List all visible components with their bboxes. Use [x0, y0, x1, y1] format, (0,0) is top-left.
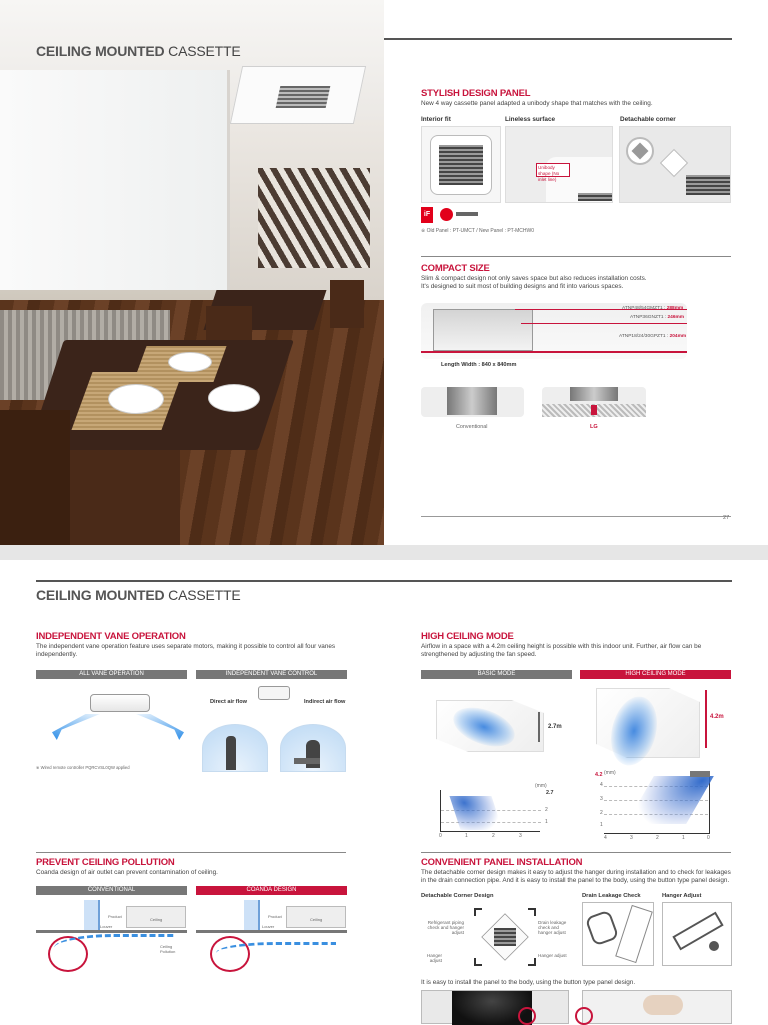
high-ceiling-title: HIGH CEILING MODE [421, 631, 514, 642]
high-chart-xtick: 0 [707, 835, 710, 841]
high-chart-ytick: 2 [600, 810, 603, 816]
if-award-icon: iF [421, 207, 433, 223]
award-note: ※ Old Panel : PT-UMCT / New Panel : PT-MCHW0 [421, 228, 535, 234]
model-height: 204mm [669, 334, 687, 339]
footer-rule [421, 516, 731, 517]
model-row [630, 315, 684, 320]
reddot-award-icon [440, 208, 453, 221]
conventional-label: Conventional [456, 424, 488, 430]
header-rule [384, 38, 732, 40]
button-panel-image-left [421, 990, 569, 1024]
header-rest: CASSETTE [168, 43, 241, 59]
conventional-pollution-diagram [36, 900, 187, 980]
length-width-label: Length Width : 840 x 840mm [441, 362, 517, 368]
photo-decorative-screen [258, 168, 370, 268]
model-name: ATNP18/24/30GPZT1 : [619, 334, 669, 339]
header-bold: CEILING MOUNTED [36, 43, 165, 59]
high-chart-unit-icon [690, 771, 710, 777]
label-ceiling-pollution: Ceiling Pollution [160, 944, 176, 954]
panel-install-title: CONVENIENT PANEL INSTALLATION [421, 857, 583, 868]
photo-chair [330, 280, 364, 328]
high-chart-ymax: 4.2 [595, 772, 603, 778]
hanger-adjust-image [662, 902, 732, 966]
pollution-title: PREVENT CEILING POLLUTION [36, 857, 175, 868]
label-hanger-adjust: Hanger Adjust [662, 893, 702, 899]
restaurant-photo [0, 0, 384, 545]
photo-plate [208, 384, 260, 412]
drain-leakage-image [582, 902, 654, 966]
panel-install-desc: The detachable corner design makes it easy to adjust the hanger during installation and to check for leakages in the drain connection pipe. And it is easy to install the panel to the body, using the button type panel design. [421, 869, 731, 884]
reddot-award-text-icon [456, 212, 478, 216]
page-header [36, 587, 240, 603]
header-rule [36, 580, 732, 582]
high-chart-xtick: 4 [604, 835, 607, 841]
section-divider [421, 852, 731, 853]
section-divider [421, 256, 731, 257]
compact-desc-1: Slim & compact design not only saves space but also reduces installation costs. [421, 275, 647, 282]
label-louver: Louver [100, 924, 113, 929]
photo-window [0, 70, 230, 290]
stylish-title: STYLISH DESIGN PANEL [421, 88, 531, 99]
page-header [36, 43, 240, 59]
basic-chart-ymax: 2.7 [546, 790, 554, 796]
button-panel-image-right [582, 990, 732, 1024]
basic-height-label: 2.7m [548, 724, 562, 730]
high-chart-ytick: 4 [600, 782, 603, 788]
callout-hanger-right: Hanger adjust [538, 953, 567, 958]
model-name: ATNP48/54GMZT1 : [622, 306, 666, 311]
vane-note: ※ Wired remote controller PQRCVSL0QW applied [36, 765, 130, 770]
high-chart-ytick: 1 [600, 822, 603, 828]
label-ceiling: Ceiling [150, 917, 163, 922]
high-chart-xtick: 1 [682, 835, 685, 841]
lineless-surface-image [505, 126, 613, 203]
basic-chart-ytick: 2 [545, 807, 548, 813]
model-row [622, 306, 683, 311]
vane-title: INDEPENDENT VANE OPERATION [36, 631, 186, 642]
all-vane-bar: ALL VANE OPERATION [36, 670, 187, 679]
high-chart-xtick: 2 [656, 835, 659, 841]
indirect-flow-label: Indirect air flow [304, 699, 346, 705]
high-ceiling-desc: Airflow in a space with a 4.2m ceiling height is possible with this indoor unit. Further, air flow can be strengthened by adjusting the fan speed. [421, 643, 702, 658]
label-product: Product [268, 914, 282, 919]
pollution-desc: Coanda design of air outlet can prevent contamination of ceiling. [36, 869, 218, 876]
high-height-label: 4.2m [710, 714, 724, 720]
direct-flow-label: Direct air flow [210, 699, 247, 705]
photo-plate [108, 384, 164, 414]
basic-chart-xtick: 0 [439, 833, 442, 839]
vane-desc: The independent vane operation feature uses separate motors, making it possible to control all four vanes independently. [36, 643, 336, 658]
model-height: 246mm [667, 315, 685, 320]
interior-fit-image [421, 126, 501, 203]
all-vane-diagram [40, 684, 186, 764]
basic-mode-bar: BASIC MODE [421, 670, 572, 679]
direct-flow-diagram [198, 684, 348, 774]
coanda-diagram [196, 900, 347, 980]
page-gap [0, 545, 768, 560]
compact-title: COMPACT SIZE [421, 263, 490, 274]
high-chart-ytick: 3 [600, 796, 603, 802]
model-name: ATNP36GNZT1 : [630, 315, 667, 320]
high-ceiling-mode-bar: HIGH CEILING MODE [580, 670, 731, 679]
detachable-corner-panel-diagram [470, 906, 540, 968]
basic-height-arrow [538, 712, 540, 742]
compact-size-diagram [421, 303, 687, 359]
coanda-bar: COANDA DESIGN [196, 886, 347, 895]
label-drain-leakage-check: Drain Leakage Check [582, 893, 641, 899]
basic-chart-xtick: 3 [519, 833, 522, 839]
conventional-diagram [421, 387, 524, 417]
callout-hanger-left: Hanger adjust [426, 953, 442, 963]
basic-chart-unit: (mm) [535, 783, 547, 789]
photo-chair [70, 450, 180, 545]
label-product: Product [108, 914, 122, 919]
basic-chart-xtick: 2 [492, 833, 495, 839]
lg-label: LG [590, 424, 598, 430]
photo-cassette-grill [276, 86, 331, 108]
conventional-bar: CONVENTIONAL [36, 886, 187, 895]
label-detachable-corner: Detachable corner [620, 116, 676, 123]
model-row [619, 334, 686, 339]
high-chart-unit: (mm) [604, 770, 616, 776]
callout-drain: Drain leakage check and hanger adjust [538, 920, 567, 935]
unibody-tag: Unibody shape (No inlet line) [536, 163, 570, 177]
page-number: 27 [723, 515, 730, 521]
label-lineless-surface: Lineless surface [505, 116, 556, 123]
lg-diagram [542, 387, 646, 417]
basic-chart-xtick: 1 [465, 833, 468, 839]
high-chart-xtick: 3 [630, 835, 633, 841]
stylish-desc: New 4 way cassette panel adapted a unibody shape that matches with the ceiling. [421, 100, 653, 107]
label-louver: Louver [262, 924, 275, 929]
independent-vane-bar: INDEPENDENT VANE CONTROL [196, 670, 347, 679]
label-ceiling: Ceiling [310, 917, 323, 922]
label-detachable-corner-design: Detachable Corner Design [421, 893, 494, 899]
photo-plate [168, 352, 212, 372]
high-height-arrow [705, 690, 707, 748]
label-interior-fit: Interior fit [421, 116, 451, 123]
header-rest: CASSETTE [168, 587, 241, 603]
detachable-corner-image [619, 126, 731, 203]
header-bold: CEILING MOUNTED [36, 587, 165, 603]
section-divider [36, 852, 346, 853]
callout-refrigerant: Refrigerant piping check and hanger adjust [427, 920, 464, 935]
compact-desc-2: It's designed to suit most of building designs and fit into various spaces. [421, 283, 624, 290]
basic-chart-ytick: 1 [545, 819, 548, 825]
model-height: 288mm [666, 306, 684, 311]
photo-chair [0, 410, 70, 545]
brochure-page-bottom [0, 560, 768, 1024]
button-panel-note: It is easy to install the panel to the body, using the button type panel design. [421, 979, 636, 986]
